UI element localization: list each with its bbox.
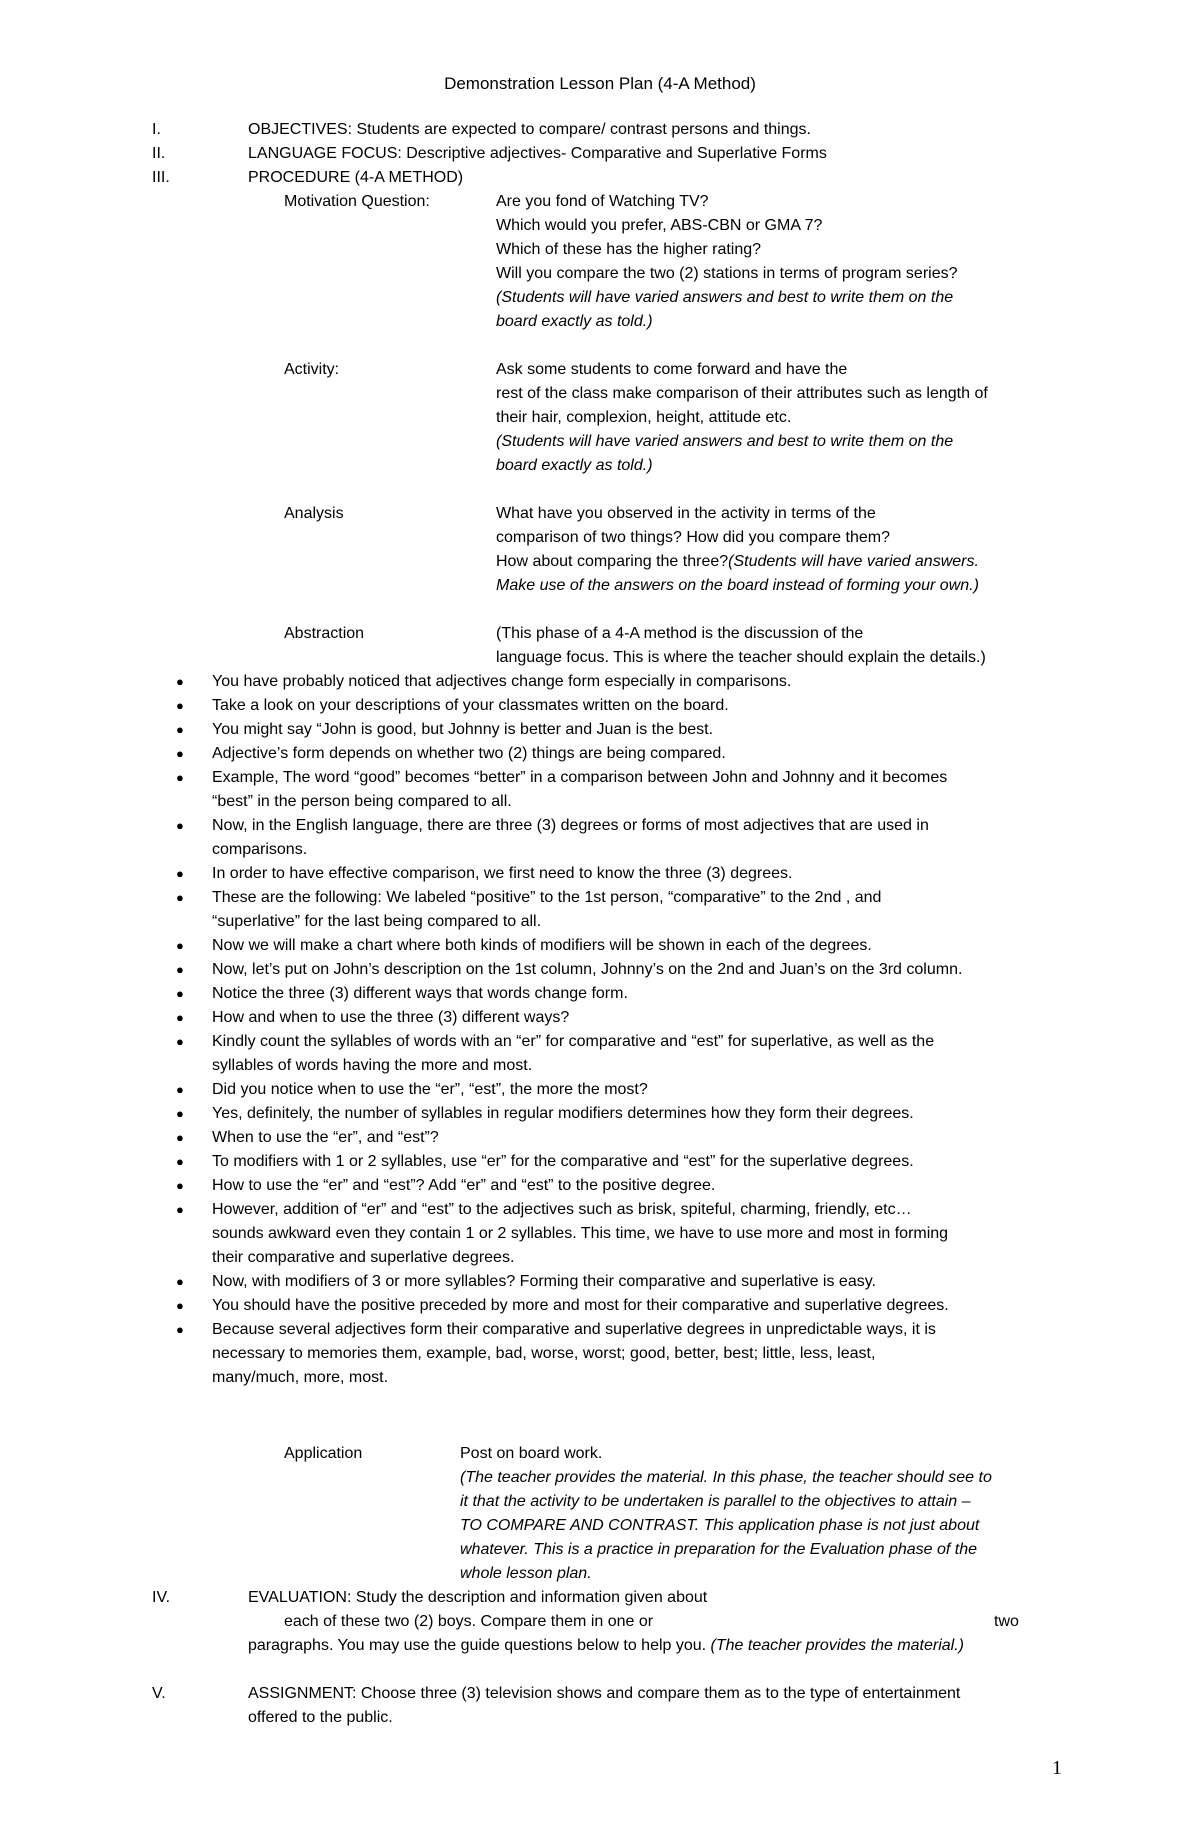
bullet-line: “best” in the person being compared to all. (212, 793, 512, 810)
bullet-line: syllables of words having the more and most. (212, 1057, 533, 1074)
bullet-dot-icon: ● (176, 1202, 184, 1217)
bullet-dot-icon: ● (176, 770, 184, 785)
bullet-dot-icon: ● (176, 866, 184, 881)
bullet-dot-icon: ● (176, 1082, 184, 1097)
application-label: Application (284, 1445, 363, 1462)
evaluation-line (248, 1634, 964, 1658)
bullet-dot-icon: ● (176, 962, 184, 977)
bullet-line: These are the following: We labeled “positive” to the 1st person, “comparative” to the 2nd , and (212, 889, 882, 906)
bullet-line: Yes, definitely, the number of syllables in regular modifiers determines how they form their degrees. (212, 1105, 914, 1122)
bullet-dot-icon: ● (176, 890, 184, 905)
bullet-line: Example, The word “good” becomes “better” in a comparison between John and Johnny and it becomes (212, 769, 948, 786)
evaluation-line: EVALUATION: Study the description and information given about (248, 1589, 708, 1606)
bullet-dot-icon: ● (176, 1010, 184, 1025)
bullet-line: Take a look on your descriptions of your classmates written on the board. (212, 697, 729, 714)
activity-note: (Students will have varied answers and best to write them on the (496, 433, 954, 450)
assignment-line: ASSIGNMENT: Choose three (3) television shows and compare them as to the type of entertainment (248, 1685, 961, 1702)
bullet-line: You should have the positive preceded by more and most for their comparative and superlative degrees. (212, 1297, 949, 1314)
section-number-iii: III. (152, 169, 170, 186)
abstraction-line: (This phase of a 4-A method is the discussion of the (496, 625, 864, 642)
motivation-label: Motivation Question: (284, 193, 430, 210)
analysis-note: (Students will have varied answers. (728, 553, 979, 570)
section-number-ii: II. (152, 145, 166, 162)
application-note: TO COMPARE AND CONTRAST. This application phase is not just about (460, 1517, 980, 1534)
bullet-dot-icon: ● (176, 986, 184, 1001)
evaluation-note: (The teacher provides the material.) (710, 1637, 964, 1654)
section-number-v: V. (152, 1685, 166, 1702)
bullet-dot-icon: ● (176, 674, 184, 689)
activity-line: rest of the class make comparison of their attributes such as length of (496, 385, 988, 402)
bullet-line: Notice the three (3) different ways that words change form. (212, 985, 628, 1002)
motivation-line: Which of these has the higher rating? (496, 241, 762, 258)
bullet-line: their comparative and superlative degrees. (212, 1249, 515, 1266)
bullet-line: many/much, more, most. (212, 1369, 389, 1386)
application-note: (The teacher provides the material. In this phase, the teacher should see to (460, 1469, 992, 1486)
bullet-dot-icon: ● (176, 1178, 184, 1193)
bullet-line: In order to have effective comparison, we first need to know the three (3) degrees. (212, 865, 793, 882)
document-title: Demonstration Lesson Plan (4-A Method) (444, 74, 756, 93)
page-number: 1 (1052, 1757, 1062, 1779)
bullet-line: “superlative” for the last being compared to all. (212, 913, 542, 930)
bullet-dot-icon: ● (176, 1130, 184, 1145)
application-note: it that the activity to be undertaken is parallel to the objectives to attain – (460, 1493, 971, 1510)
abstraction-line: language focus. This is where the teacher should explain the details.) (496, 649, 986, 666)
bullet-line: You have probably noticed that adjectives change form especially in comparisons. (212, 673, 792, 690)
bullet-line: Now we will make a chart where both kinds of modifiers will be shown in each of the degrees. (212, 937, 872, 954)
activity-line: Ask some students to come forward and have the (496, 361, 848, 378)
analysis-line: comparison of two things? How did you compare them? (496, 529, 890, 546)
motivation-line: Are you fond of Watching TV? (496, 193, 709, 210)
application-line: Post on board work. (460, 1445, 603, 1462)
bullet-line: Kindly count the syllables of words with an “er” for comparative and “est” for superlative, as well as the (212, 1033, 935, 1050)
bullet-dot-icon: ● (176, 1298, 184, 1313)
bullet-line: How to use the “er” and “est”? Add “er” and “est” to the positive degree. (212, 1177, 716, 1194)
motivation-line: Will you compare the two (2) stations in terms of program series? (496, 265, 958, 282)
bullet-line: Now, with modifiers of 3 or more syllables? Forming their comparative and superlative is easy. (212, 1273, 876, 1290)
bullet-line: comparisons. (212, 841, 308, 858)
bullet-line: necessary to memories them, example, bad, worse, worst; good, better, best; little, less, least, (212, 1345, 876, 1362)
bullet-line: Now, in the English language, there are three (3) degrees or forms of most adjectives that are used in (212, 817, 929, 834)
bullet-dot-icon: ● (176, 1106, 184, 1121)
activity-note: board exactly as told.) (496, 457, 653, 474)
bullet-dot-icon: ● (176, 746, 184, 761)
procedure-heading: PROCEDURE (4-A METHOD) (248, 169, 464, 186)
activity-line: their hair, complexion, height, attitude etc. (496, 409, 792, 426)
bullet-line: You might say “John is good, but Johnny is better and Juan is the best. (212, 721, 714, 738)
section-number-i: I. (152, 121, 161, 138)
assignment-line: offered to the public. (248, 1709, 393, 1726)
bullet-dot-icon: ● (176, 1274, 184, 1289)
bullet-line: How and when to use the three (3) different ways? (212, 1009, 570, 1026)
analysis-note: Make use of the answers on the board instead of forming your own.) (496, 577, 979, 594)
bullet-line: Because several adjectives form their comparative and superlative degrees in unpredictable ways, it is (212, 1321, 936, 1338)
motivation-line: Which would you prefer, ABS-CBN or GMA 7? (496, 217, 823, 234)
bullet-line: However, addition of “er” and “est” to the adjectives such as brisk, spiteful, charming, friendly, etc… (212, 1201, 912, 1218)
bullet-dot-icon: ● (176, 698, 184, 713)
objectives-text: OBJECTIVES: Students are expected to compare/ contrast persons and things. (248, 121, 811, 138)
activity-label: Activity: (284, 361, 340, 378)
language-focus-text: LANGUAGE FOCUS: Descriptive adjectives- Comparative and Superlative Forms (248, 145, 827, 162)
evaluation-line3: paragraphs. You may use the guide questions below to help you. (248, 1637, 711, 1654)
bullet-line: To modifiers with 1 or 2 syllables, use “er” for the comparative and “est” for the superlative degrees. (212, 1153, 914, 1170)
bullet-line: Now, let’s put on John’s description on the 1st column, Johnny’s on the 2nd and Juan’s on the 3rd column. (212, 961, 963, 978)
bullet-line: Adjective’s form depends on whether two (2) things are being compared. (212, 745, 726, 762)
bullet-line: When to use the “er”, and “est”? (212, 1129, 439, 1146)
bullet-dot-icon: ● (176, 938, 184, 953)
abstraction-label: Abstraction (284, 625, 365, 642)
bullet-line: sounds awkward even they contain 1 or 2 syllables. This time, we have to use more and most in forming (212, 1225, 949, 1242)
bullet-dot-icon: ● (176, 1322, 184, 1337)
evaluation-line: each of these two (2) boys. Compare them in one or (284, 1613, 654, 1630)
application-note: whatever. This is a practice in preparation for the Evaluation phase of the (460, 1541, 978, 1558)
application-note: whole lesson plan. (460, 1565, 592, 1582)
analysis-label: Analysis (284, 505, 344, 522)
motivation-note: (Students will have varied answers and best to write them on the (496, 289, 954, 306)
evaluation-line: two (994, 1613, 1019, 1630)
bullet-dot-icon: ● (176, 1154, 184, 1169)
analysis-line3: How about comparing the three? (496, 553, 729, 570)
analysis-line (496, 550, 979, 574)
bullet-dot-icon: ● (176, 1034, 184, 1049)
section-number-iv: IV. (152, 1589, 171, 1606)
analysis-line: What have you observed in the activity in terms of the (496, 505, 876, 522)
bullet-line: Did you notice when to use the “er”, “est”, the more the most? (212, 1081, 648, 1098)
motivation-note: board exactly as told.) (496, 313, 653, 330)
bullet-dot-icon: ● (176, 818, 184, 833)
bullet-dot-icon: ● (176, 722, 184, 737)
